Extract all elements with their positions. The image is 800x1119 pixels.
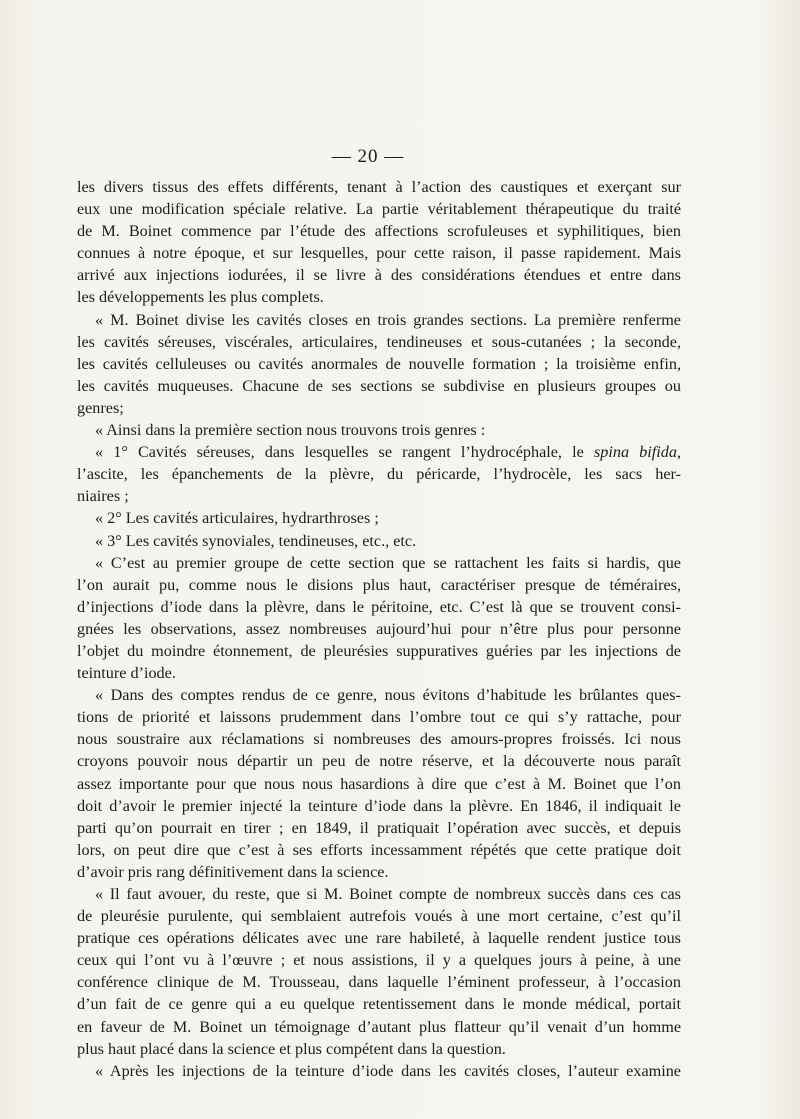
text-line: d’un fait de ce genre qui a eu quelque retentissement dans le monde médical, portait: [77, 995, 681, 1014]
text-line: lors, on peut dire que c’est à ses efforts incessamment répétés que cette pratique doit: [77, 840, 681, 859]
text-line: « M. Boinet divise les cavités closes en trois grandes sections. La première renferme: [95, 310, 681, 329]
text-line: les cavités séreuses, viscérales, articulaires, tendineuses et sous-cutanées ; la seconde,: [77, 332, 681, 351]
text-line: d’injections d’iode dans la plèvre, dans le péritoine, etc. C’est là que se trouvent consi-: [77, 597, 681, 616]
text-line: en faveur de M. Boinet un témoignage d’autant plus flatteur qu’il venait d’un homme: [77, 1017, 681, 1036]
text-line: plus haut placé dans la science et plus compétent dans la question.: [77, 1039, 506, 1058]
text-line: l’objet du moindre étonnement, de pleurésies suppuratives guéries par les injections de: [77, 641, 681, 660]
text-line: conférence clinique de M. Trousseau, dans laquelle l’éminent professeur, à l’occasion: [77, 973, 681, 992]
text-line: l’on aurait pu, comme nous le disions plus haut, caractériser presque de téméraires,: [77, 575, 681, 594]
text-line: « Ainsi dans la première section nous trouvons trois genres :: [95, 421, 486, 440]
text-line: les cavités celluleuses ou cavités anormales de nouvelle formation ; la troisième enfin,: [77, 354, 681, 373]
text-line: d’avoir pris rang définitivement dans la science.: [77, 862, 389, 881]
text-line: gnées les observations, assez nombreuses aujourd’hui pour n’être plus pour personne: [77, 619, 681, 638]
page-number: — 20 —: [331, 146, 405, 167]
body-text: [77, 176, 681, 1082]
text-line: assez importante pour que nous nous hasardions à dire que c’est à M. Boinet que l’on: [77, 774, 681, 793]
text-line: pratique ces opérations délicates avec une rare habileté, à laquelle rendent justice tous: [77, 929, 681, 948]
text-line: nous soustraire aux réclamations si nombreuses des amours-propres froissés. Ici nous: [77, 730, 681, 749]
text-line: « 3° Les cavités synoviales, tendineuses, etc., etc.: [95, 531, 417, 550]
text-line: de M. Boinet commence par l’étude des affections scrofuleuses et syphilitiques, bien: [77, 222, 681, 241]
text-line: « Après les injections de la teinture d’iode dans les cavités closes, l’auteur examine: [95, 1061, 681, 1080]
text-line: arrivé aux injections iodurées, il se livre à des considérations étendues et entre dans: [77, 266, 681, 285]
italic-term: spina bifida: [593, 443, 677, 462]
text-line: croyons pouvoir nous départir un peu de notre réserve, et la découverte nous paraît: [77, 752, 681, 771]
text-line: les divers tissus des effets différents, tenant à l’action des caustiques et exerçant sur: [77, 178, 681, 196]
text-line: teinture d’iode.: [77, 664, 176, 683]
text-line: l’ascite, les épanchements de la plèvre, du péricarde, l’hydrocèle, les sacs her-: [77, 465, 681, 484]
text-line: les cavités muqueuses. Chacune de ses sections se subdivise en plusieurs groupes ou: [77, 376, 681, 395]
text-line: ceux qui l’ont vu à l’œuvre ; et nous assistions, il y a quelques jours à peine, à une: [77, 951, 681, 970]
text-line: « 2° Les cavités articulaires, hydrarthroses ;: [95, 509, 379, 528]
text-line: de pleurésie purulente, qui semblaient autrefois voués à une mort certaine, c’est qu’il: [77, 907, 681, 926]
text-line: parti qu’on pourrait en tirer ; en 1849, il pratiquait l’opération avec succès, et depuis: [77, 818, 681, 837]
text-line: « Il faut avouer, du reste, que si M. Boinet compte de nombreux succès dans ces cas: [95, 885, 681, 903]
text-line: connues à notre époque, et sur lesquelles, pour cette raison, il passe rapidement. Mais: [77, 244, 681, 263]
text-line: tions de priorité et laissons prudemment dans l’ombre tout ce qui s’y rattache, pour: [77, 708, 681, 727]
text-line: doit d’avoir le premier injecté la teinture d’iode dans la plèvre. En 1846, il indiquait le: [77, 796, 681, 815]
text-line: genres;: [77, 398, 124, 417]
text-line: « 1° Cavités séreuses, dans lesquelles se rangent l’hydrocéphale, le spina bifida,: [95, 443, 681, 462]
text-line: niaires ;: [77, 487, 129, 506]
text-line: « C’est au premier groupe de cette section que se rattachent les faits si hardis, que: [95, 553, 681, 572]
text-line: « Dans des comptes rendus de ce genre, nous évitons d’habitude les brûlantes ques-: [95, 686, 681, 705]
text-line: eux une modification spéciale relative. La partie véritablement thérapeutique du traité: [77, 200, 681, 219]
text-line: les développements les plus complets.: [77, 288, 324, 307]
